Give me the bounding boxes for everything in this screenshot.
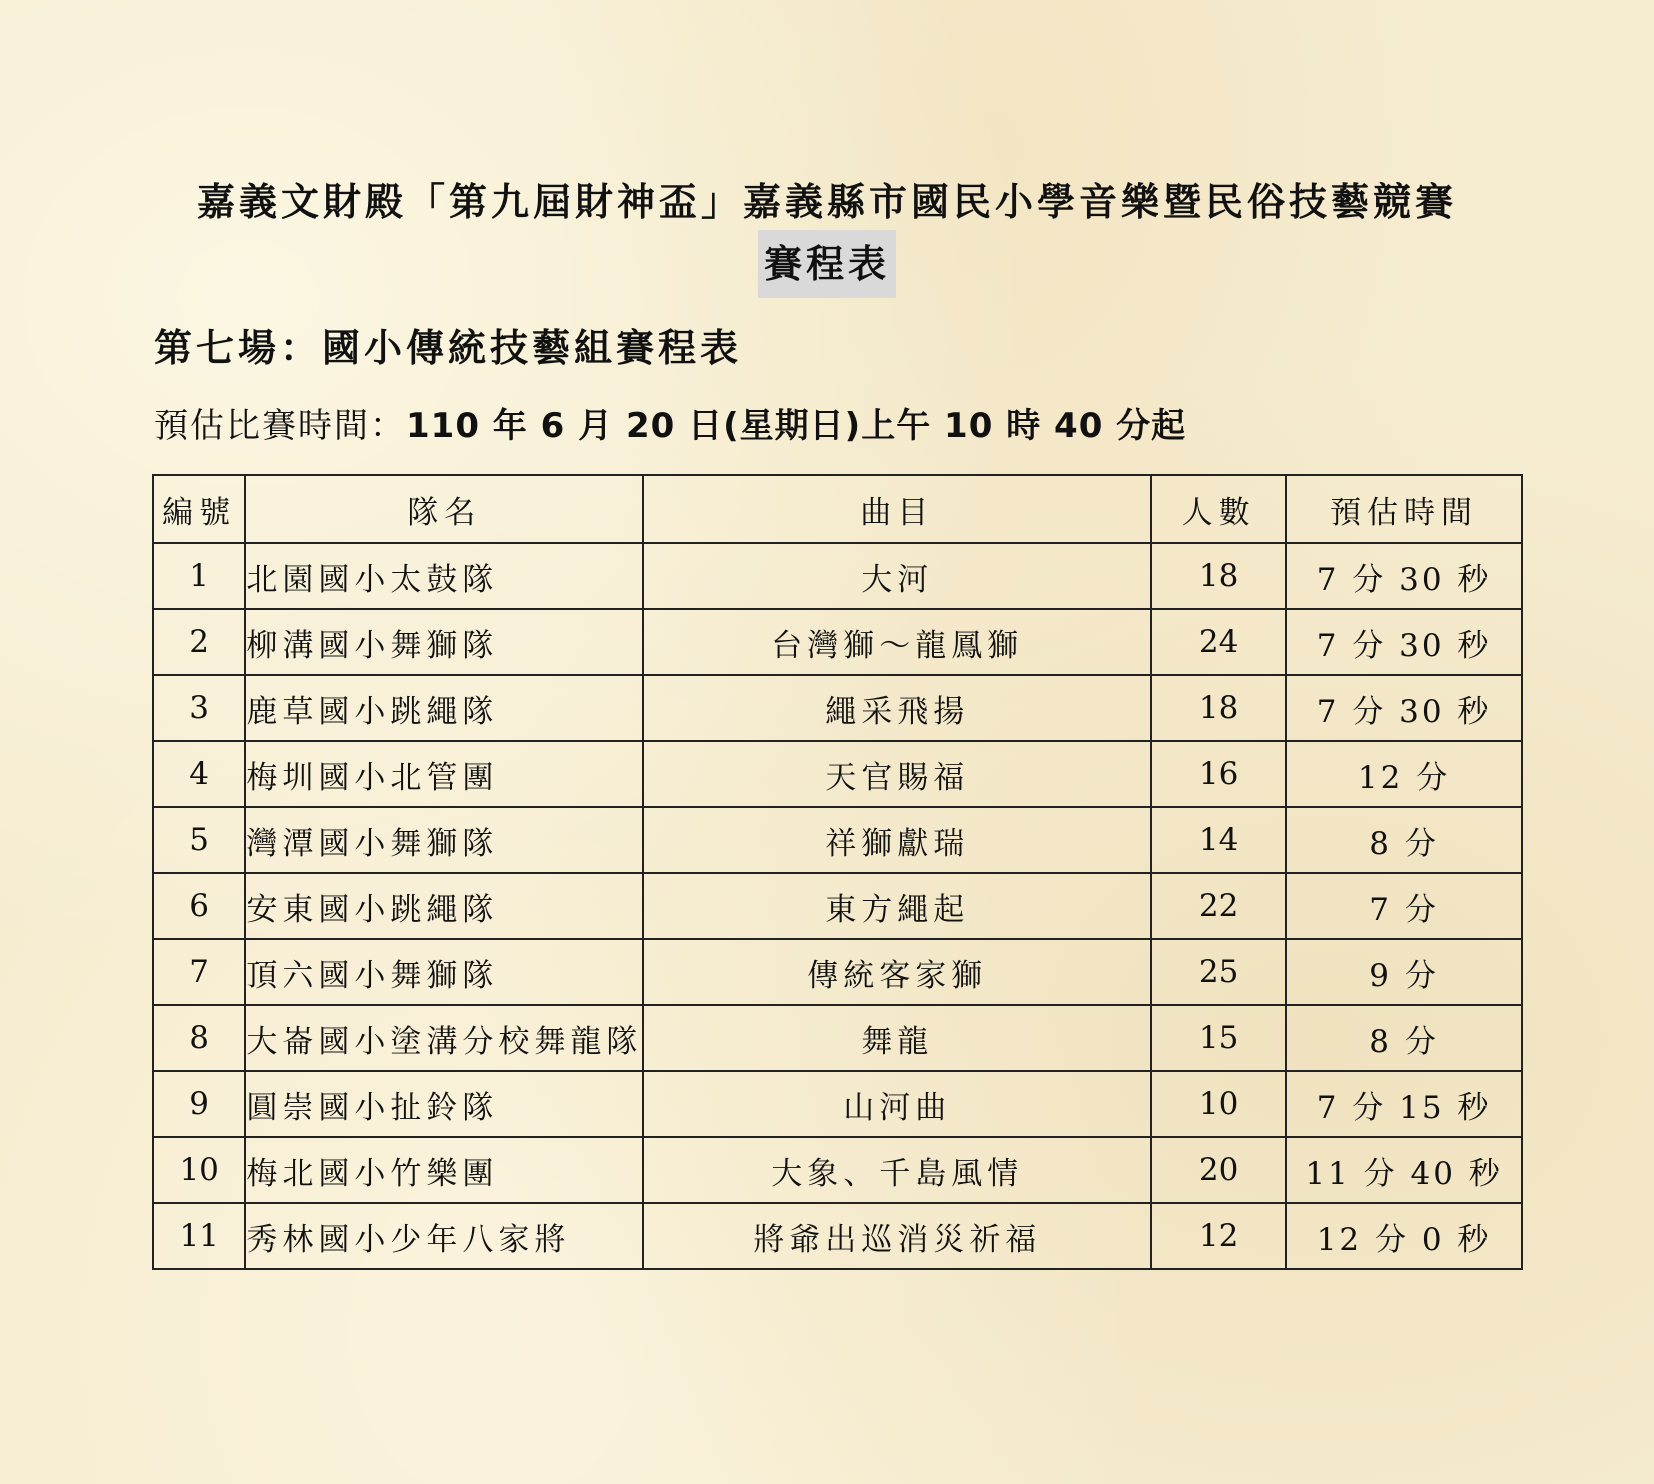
table-row	[153, 543, 1522, 609]
cell-team: 梅圳國小北管團	[245, 741, 643, 807]
table-row	[153, 1005, 1522, 1071]
cell-song: 繩采飛揚	[643, 675, 1151, 741]
cell-team: 大崙國小塗溝分校舞龍隊	[245, 1005, 643, 1071]
table-row	[153, 939, 1522, 1005]
cell-team: 梅北國小竹樂團	[245, 1137, 643, 1203]
cell-song: 大象、千島風情	[643, 1137, 1151, 1203]
cell-song: 傳統客家獅	[643, 939, 1151, 1005]
cell-time: 9 分	[1286, 939, 1522, 1005]
cell-team: 灣潭國小舞獅隊	[245, 807, 643, 873]
cell-time: 7 分	[1286, 873, 1522, 939]
cell-song: 祥獅獻瑞	[643, 807, 1151, 873]
cell-no: 9	[153, 1071, 245, 1137]
sub-title: 賽程表	[758, 230, 896, 298]
cell-song: 東方繩起	[643, 873, 1151, 939]
cell-no: 5	[153, 807, 245, 873]
cell-team: 圓崇國小扯鈴隊	[245, 1071, 643, 1137]
table-row	[153, 807, 1522, 873]
header-time: 預估時間	[1286, 475, 1522, 543]
cell-time: 11 分 40 秒	[1286, 1137, 1522, 1203]
schedule-time-line	[154, 400, 1186, 452]
cell-count: 16	[1151, 741, 1286, 807]
main-title: 嘉義文財殿「第九屆財神盃」嘉義縣市國民小學音樂暨民俗技藝競賽	[196, 180, 1457, 224]
cell-no: 8	[153, 1005, 245, 1071]
header-count: 人數	[1151, 475, 1286, 543]
cell-count: 14	[1151, 807, 1286, 873]
cell-time: 7 分 15 秒	[1286, 1071, 1522, 1137]
header-song: 曲目	[643, 475, 1151, 543]
table-row	[153, 609, 1522, 675]
cell-count: 12	[1151, 1203, 1286, 1269]
schedule-time-label: 預估比賽時間：	[154, 406, 406, 446]
table-row	[153, 1203, 1522, 1269]
cell-time: 7 分 30 秒	[1286, 609, 1522, 675]
table-row	[153, 873, 1522, 939]
cell-team: 柳溝國小舞獅隊	[245, 609, 643, 675]
cell-team: 安東國小跳繩隊	[245, 873, 643, 939]
cell-count: 20	[1151, 1137, 1286, 1203]
cell-no: 10	[153, 1137, 245, 1203]
table-row	[153, 675, 1522, 741]
cell-song: 台灣獅～龍鳳獅	[643, 609, 1151, 675]
table-row	[153, 1137, 1522, 1203]
header-no: 編號	[153, 475, 245, 543]
cell-no: 3	[153, 675, 245, 741]
cell-count: 18	[1151, 675, 1286, 741]
cell-no: 7	[153, 939, 245, 1005]
cell-no: 6	[153, 873, 245, 939]
schedule-time-value: 110 年 6 月 20 日(星期日)上午 10 時 40 分起	[406, 406, 1187, 446]
cell-count: 15	[1151, 1005, 1286, 1071]
sub-title-wrap	[0, 230, 1654, 298]
cell-count: 22	[1151, 873, 1286, 939]
cell-team: 鹿草國小跳繩隊	[245, 675, 643, 741]
table-header-row	[153, 475, 1522, 543]
cell-time: 8 分	[1286, 807, 1522, 873]
cell-team: 秀林國小少年八家將	[245, 1203, 643, 1269]
header-team: 隊名	[245, 475, 643, 543]
cell-time: 8 分	[1286, 1005, 1522, 1071]
cell-song: 將爺出巡消災祈福	[643, 1203, 1151, 1269]
cell-song: 山河曲	[643, 1071, 1151, 1137]
cell-no: 2	[153, 609, 245, 675]
cell-song: 舞龍	[643, 1005, 1151, 1071]
cell-time: 7 分 30 秒	[1286, 675, 1522, 741]
cell-song: 大河	[643, 543, 1151, 609]
cell-time: 12 分 0 秒	[1286, 1203, 1522, 1269]
cell-song: 天官賜福	[643, 741, 1151, 807]
table-row	[153, 741, 1522, 807]
cell-team: 北園國小太鼓隊	[245, 543, 643, 609]
cell-no: 1	[153, 543, 245, 609]
cell-no: 11	[153, 1203, 245, 1269]
cell-count: 25	[1151, 939, 1286, 1005]
cell-time: 12 分	[1286, 741, 1522, 807]
cell-team: 頂六國小舞獅隊	[245, 939, 643, 1005]
cell-time: 7 分 30 秒	[1286, 543, 1522, 609]
session-title: 第七場：國小傳統技藝組賽程表	[154, 326, 743, 370]
schedule-table	[152, 474, 1523, 1270]
cell-count: 24	[1151, 609, 1286, 675]
cell-no: 4	[153, 741, 245, 807]
cell-count: 10	[1151, 1071, 1286, 1137]
table-row	[153, 1071, 1522, 1137]
cell-count: 18	[1151, 543, 1286, 609]
